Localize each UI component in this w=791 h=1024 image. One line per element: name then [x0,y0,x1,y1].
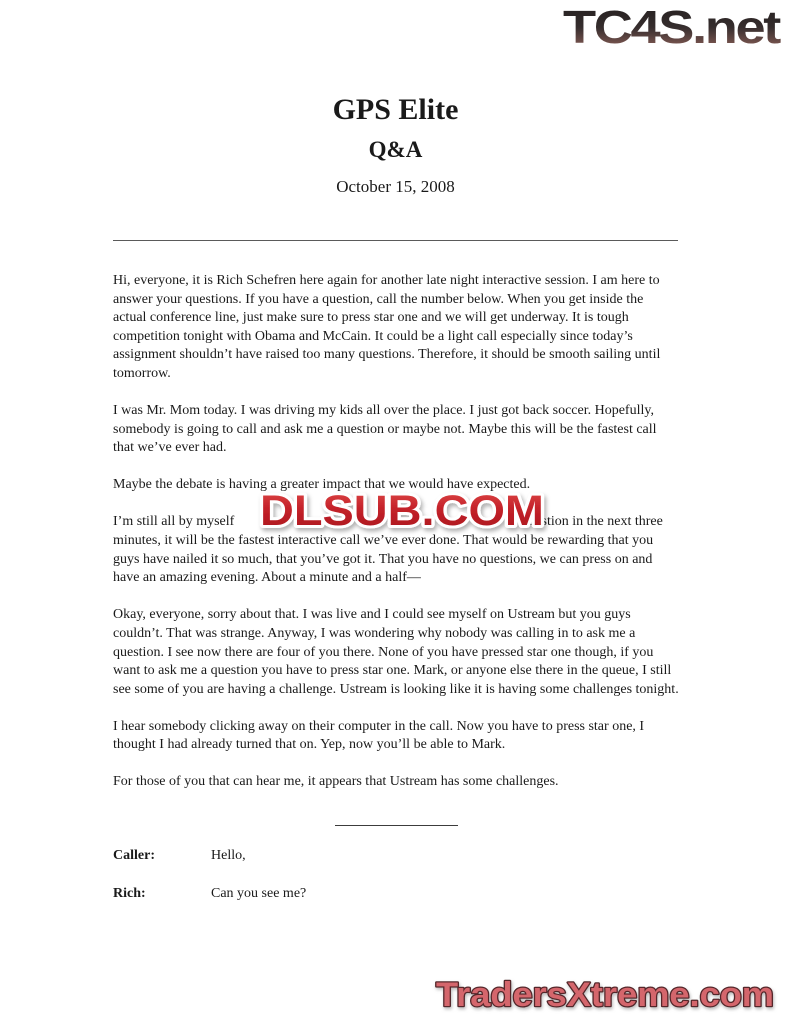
tc4s-watermark-logo [557,0,785,61]
tradersxtreme-logo-text: TradersXtreme.com [436,976,774,1014]
dialogue-speaker: Caller: [113,848,155,864]
tc4s-logo-svg [557,0,785,56]
page-title: GPS Elite [332,93,459,126]
paragraph-text-before-watermark: I’m still all by myself [113,514,235,530]
tradersxtreme-logo-svg [427,966,783,1022]
document-date: October 15, 2008 [336,176,455,196]
paragraph-with-watermark [113,513,679,587]
tradersxtreme-watermark-logo [427,966,783,1024]
tc4s-logo-text: TC4S.net [563,1,781,53]
paragraph: For those of you that can hear me, it appears that Ustream has some challenges. [113,774,559,790]
transcript-body [113,272,679,903]
dialogue-text: Can you see me? [211,885,307,901]
paragraph: I hear somebody clicking away on their computer in the call. Now you have to press star one, I thought I had already turned that on. Yep, now you’ll be able to Mark. [113,718,645,753]
dialogue-row [113,885,679,904]
dialogue-separator [335,825,458,826]
paragraph: Hi, everyone, it is Rich Schefren here again for another late night interactive session. I am here to answer your questions. If you have a question, call the number below. When you get inside the actual conference line, just make sure to press star one and we will get underway. It is tough competition tonight with Obama and McCain. It could be a light call especially since today’s assignment shouldn’t have raised too many questions. Therefore, it should be smooth sailing until tomorrow. [113,273,661,381]
paragraph-text-after-watermark: question in the next three minutes, it will be the fastest interactive call we’ve ever done. That would be rewarding that you guys have nailed it so much, that you’ve got it. That you have no questions, we can press on and have an amazing evening. About a minute and a half— [113,514,663,586]
dialogue-text: Hello, [211,848,246,864]
dlsub-logo-text: DLSUB.COM [260,487,544,535]
horizontal-rule [113,240,678,241]
paragraph: Maybe the debate is having a greater impact that we would have expected. [113,477,531,493]
dialogue-row [113,847,679,866]
paragraph: Okay, everyone, sorry about that. I was live and I could see myself on Ustream but you guys couldn’t. That was strange. Anyway, I was wondering why nobody was calling in to ask me a question. I see now there are four of you there. None of you have pressed star one though, if you want to ask me a question you have to press star one. Mark, or anyone else there in the queue, I still see some of you are having a challenge. Ustream is looking like it is having some challenges tonight. [113,607,679,697]
watermark-gap [238,524,518,525]
dialogue-speaker: Rich: [113,885,146,901]
title-block [0,93,791,196]
page-subtitle: Q&A [368,136,423,162]
paragraph: I was Mr. Mom today. I was driving my kids all over the place. I just got back soccer. Hopefully, somebody is going to call and ask me a question or maybe not. Maybe this will be the fastest call that we’ve ever had. [113,403,657,456]
